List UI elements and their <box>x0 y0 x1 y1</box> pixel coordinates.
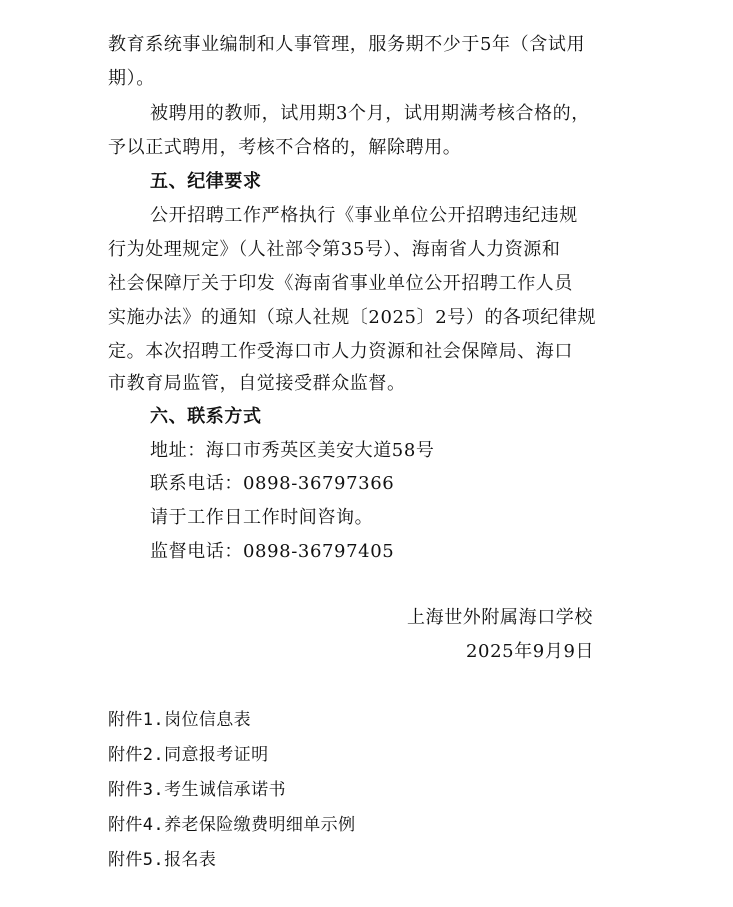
section-heading-contact: 六、联系方式 <box>150 406 262 427</box>
attachment-item: 附件3.考生诚信承诺书 <box>108 780 286 800</box>
supervision-phone: 监督电话：0898-36797405 <box>150 541 395 562</box>
contact-phone: 联系电话：0898-36797366 <box>150 473 395 494</box>
body-line: 社会保障厅关于印发《海南省事业单位公开招聘工作人员 <box>108 273 573 294</box>
contact-hours: 请于工作日工作时间咨询。 <box>150 507 374 528</box>
contact-address: 地址：海口市秀英区美安大道58号 <box>150 440 435 461</box>
body-line: 定。本次招聘工作受海口市人力资源和社会保障局、海口 <box>108 341 573 362</box>
body-line: 市教育局监管，自觉接受群众监督。 <box>108 373 406 394</box>
signature-date: 2025年9月9日 <box>466 641 595 662</box>
body-line: 教育系统事业编制和人事管理，服务期不少于5年（含试用 <box>108 34 586 55</box>
body-line: 行为处理规定》（人社部令第35号）、海南省人力资源和 <box>108 239 561 260</box>
body-line: 予以正式聘用，考核不合格的，解除聘用。 <box>108 137 462 158</box>
attachment-item: 附件5.报名表 <box>108 850 217 870</box>
body-line: 被聘用的教师，试用期3个月，试用期满考核合格的， <box>150 103 590 124</box>
body-line: 实施办法》的通知（琼人社规〔2025〕2号）的各项纪律规 <box>108 307 597 328</box>
body-line: 期）。 <box>108 68 155 89</box>
section-heading-discipline: 五、纪律要求 <box>150 171 262 192</box>
attachment-item: 附件2.同意报考证明 <box>108 745 269 765</box>
body-line: 公开招聘工作严格执行《事业单位公开招聘违纪违规 <box>150 205 578 226</box>
attachment-item: 附件1.岗位信息表 <box>108 710 252 730</box>
signature-org: 上海世外附属海口学校 <box>407 607 593 628</box>
attachment-item: 附件4.养老保险缴费明细单示例 <box>108 815 356 835</box>
